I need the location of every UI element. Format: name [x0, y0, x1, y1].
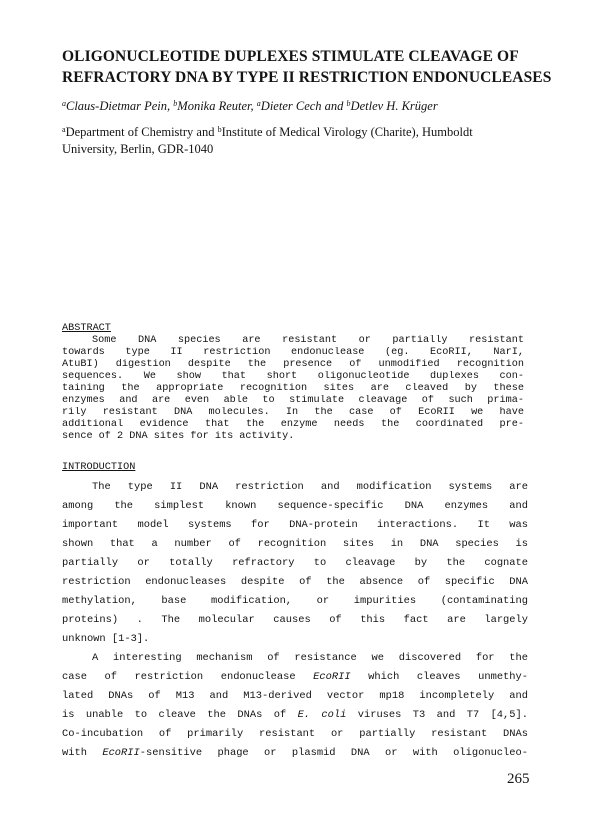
- page-number: 265: [507, 771, 530, 787]
- title-line-1: OLIGONUCLEOTIDE DUPLEXES STIMULATE CLEAVAGE OF: [62, 48, 519, 65]
- introduction-heading: INTRODUCTION: [62, 462, 136, 473]
- intro-line: partially or totally refractory to cleavage by the cognate: [62, 557, 528, 569]
- abstract-line: enzymes and are even able to stimulate cleavage of such prima-: [62, 395, 524, 406]
- title-line-2: REFRACTORY DNA BY TYPE II RESTRICTION ENDONUCLEASES: [62, 69, 552, 86]
- abstract-line: sequences. We show that short oligonucleotide duplexes con-: [62, 371, 524, 382]
- paper-title: [62, 46, 562, 88]
- abstract-line: rily resistant DNA molecules. In the case of EcoRII we have: [62, 407, 524, 418]
- author-name: Dieter Cech and: [260, 99, 347, 113]
- intro-line: among the simplest known sequence-specific DNA enzymes and: [62, 500, 528, 512]
- intro-line: is unable to cleave the DNAs of E. coli viruses T3 and T7 [4,5].: [62, 709, 528, 721]
- intro-line: methylation, base modification, or impurities (contaminating: [62, 595, 528, 607]
- author-name: Monika Reuter,: [177, 99, 257, 113]
- abstract-line: additional evidence that the enzyme needs the coordinated pre-: [62, 419, 524, 430]
- intro-line: important model systems for DNA-protein interactions. It was: [62, 519, 528, 531]
- author-name: Detlev H. Krüger: [350, 99, 438, 113]
- intro-line: with EcoRII-sensitive phage or plasmid DNA or with oligonucleo-: [62, 747, 528, 759]
- abstract-line: Some DNA species are resistant or partially resistant: [92, 335, 524, 346]
- intro-line: lated DNAs of M13 and M13-derived vector mp18 incompletely and: [62, 690, 528, 702]
- intro-line: restriction endonucleases despite of the absence of specific DNA: [62, 576, 528, 588]
- intro-line: proteins) . The molecular causes of this fact are largely: [62, 614, 528, 626]
- abstract-line: AtuBI) digestion despite the presence of unmodified recognition: [62, 359, 524, 370]
- intro-line: A interesting mechanism of resistance we discovered for the: [92, 652, 528, 664]
- affiliation: $^a$Department of Chemistry and $^b$Institute of Medical Virology (Charite), Humboldt University, Berlin, GDR-1040: [62, 125, 473, 156]
- intro-line: unknown [1-3].: [62, 633, 150, 645]
- author-name: Claus-Dietmar Pein,: [66, 99, 174, 113]
- abstract-line: towards type II restriction endonuclease (eg. EcoRII, NarI,: [62, 347, 524, 358]
- abstract-line: sence of 2 DNA sites for its activity.: [62, 431, 295, 442]
- author-list: $^a$Claus-Dietmar Pein, $^b$Monika Reuter, $^a$Dieter Cech and $^b$Detlev H. Krüger: [62, 99, 438, 113]
- abstract-line: taining the appropriate recognition sites are cleaved by these: [62, 383, 524, 394]
- intro-line: The type II DNA restriction and modification systems are: [92, 481, 528, 493]
- abstract-heading: ABSTRACT: [62, 323, 111, 334]
- intro-line: case of restriction endonuclease EcoRII which cleaves unmethy-: [62, 671, 528, 683]
- intro-line: shown that a number of recognition sites in DNA species is: [62, 538, 528, 550]
- intro-line: Co-incubation of primarily resistant or partially resistant DNAs: [62, 728, 528, 740]
